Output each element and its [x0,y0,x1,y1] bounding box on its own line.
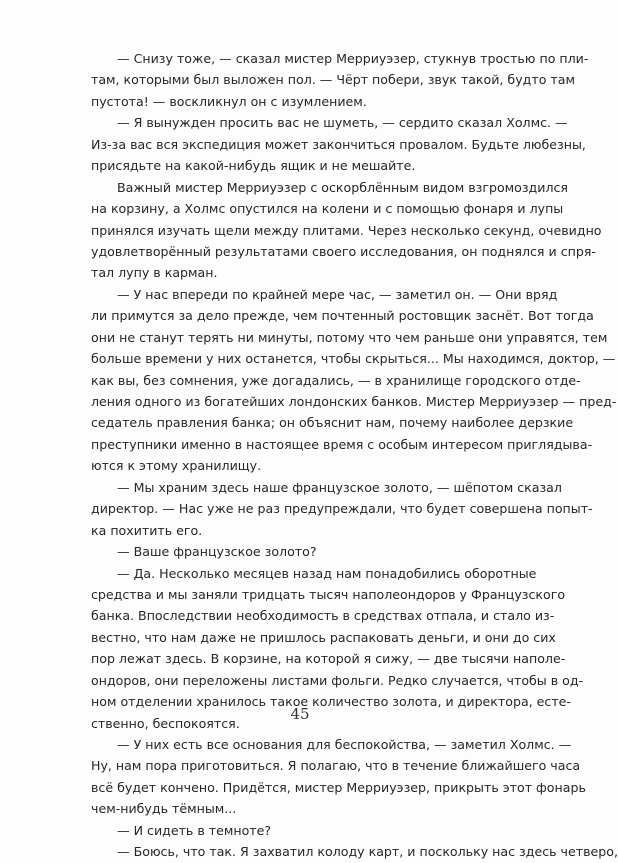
text-line: на корзину, а Холмс опустился на колени и с помощью фонаря и лупы [91,201,564,217]
text-line: присядьте на какой-нибудь ящик и не мешайте. [91,158,416,174]
text-line: ка похитить его. [91,522,203,538]
text-line: больше времени у них останется, чтобы скрыться... Мы находимся, доктор, — [91,351,616,367]
text-line: Важный мистер Мерриуэзер с оскорблённым видом взгромоздился [117,179,568,195]
text-line: пор лежат здесь. В корзине, на которой я сижу, — две тысячи наполе- [91,651,566,667]
text-line: ондоров, они переложены листами фольги. Редко случается, чтобы в од- [91,672,584,688]
text-line: там, которыми был выложен пол. — Чёрт побери, звук такой, будто там [91,72,575,88]
body-text [91,48,618,863]
text-line: пустота! — воскликнул он с изумлением. [91,93,367,109]
text-line: тал лупу в карман. [91,265,218,281]
text-line: ления одного из богатейших лондонских банков. Мистер Мерриуэзер — пред- [91,394,617,409]
text-line: ственно, беспокоятся. [91,715,240,731]
text-line: — И сидеть в темноте? [117,822,272,838]
text-line: преступники именно в настоящее время с особым интересом приглядыва- [91,436,593,452]
text-line: принялся изучать щели между плитами. Через несколько секунд, очевидно [91,222,602,238]
text-line: Из-за вас вся экспедиция может закончиться провалом. Будьте любезны, [91,136,586,152]
page-number: 45 [290,705,310,723]
text-line: — Мы храним здесь наше французское золото, — шёпотом сказал [117,479,562,495]
text-line: директор. — Нас уже не раз предупреждали, что будет совершена попыт- [91,501,593,517]
text-line: — Ваше французское золото? [117,544,317,560]
text-line: — Боюсь, что так. Я захватил колоду карт, и поскольку нас здесь четверо, [117,844,618,860]
text-line: вестно, что нам даже не пришлось распаковать деньги, и они до сих [91,629,556,645]
text-line: — Снизу тоже, — сказал мистер Мерриуэзер, стукнув тростью по пли- [117,51,589,66]
text-line: всё будет кончено. Придётся, мистер Мерриуэзер, прикрыть этот фонарь [91,779,586,795]
text-line: седатель правления банка; он объяснит нам, почему наиболее дерзкие [91,415,574,431]
text-line: — Я вынужден просить вас не шуметь, — сердито сказал Холмс. — [117,115,568,131]
text-line: средства и мы заняли тридцать тысяч наполеондоров у Французского [91,586,566,602]
text-line: они не станут терять ни минуты, потому что чем раньше они управятся, тем [91,329,608,345]
text-line: как вы, без сомнения, уже догадались, — в хранилище городского отде- [91,372,581,388]
text-line: ли примутся за дело прежде, чем почтенный ростовщик заснёт. Вот тогда [91,308,594,324]
text-line: — У них есть все основания для беспокойства, — заметил Холмс. — [117,737,572,752]
text-line: чем-нибудь тёмным... [91,801,237,817]
text-line: Ну, нам пора приготовиться. Я полагаю, что в течение ближайшего часа [91,758,581,774]
text-line: ном отделении хранилось такое количество золота, и директора, есте- [91,694,571,710]
text-line: удовлетворённый результатами своего исследования, он поднялся и спря- [91,243,596,259]
text-line: ются к этому хранилищу. [91,458,262,474]
text-line: — У нас впереди по крайней мере час, — заметил он. — Они вряд [117,286,558,302]
text-line: банка. Впоследствии необходимость в средствах отпала, и стало из- [91,608,555,624]
text-line: — Да. Несколько месяцев назад нам понадобились оборотные [117,565,537,581]
